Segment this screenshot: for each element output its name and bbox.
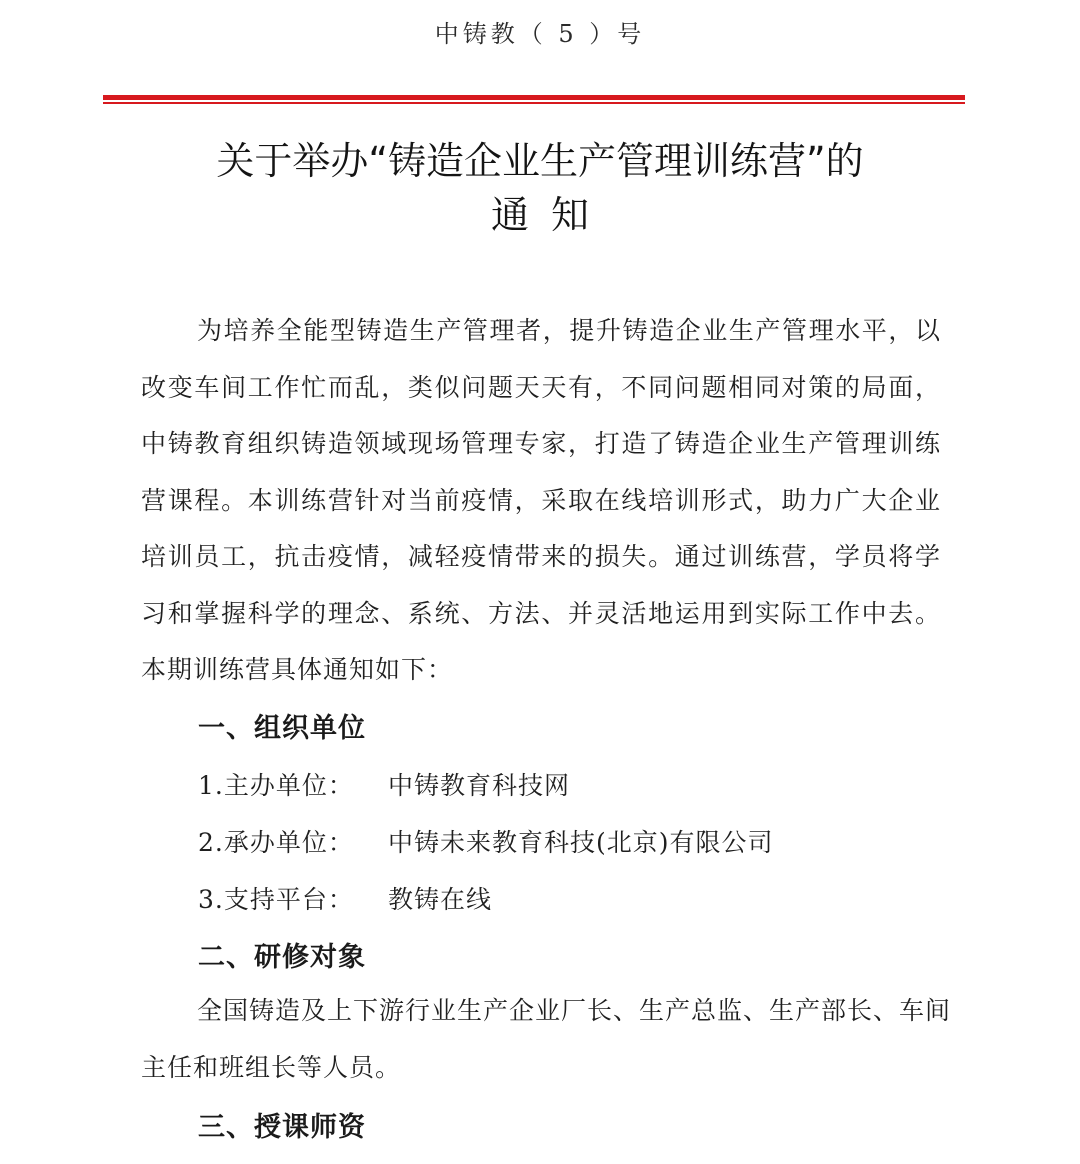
notice-title — [0, 134, 1080, 242]
audience-paragraph: 全国铸造及上下游行业生产企业厂长、生产总监、生产部长、车间主任和班组长等人员。 — [141, 996, 952, 1082]
document-number: 中铸教（ 5 ）号 — [434, 20, 646, 48]
red-header-rule-thin — [103, 102, 965, 104]
section-heading-organization: 一、组织单位 — [198, 713, 366, 744]
red-header-rule — [103, 95, 965, 100]
platform-row — [198, 880, 492, 916]
intro-paragraph: 为培养全能型铸造生产管理者，提升铸造企业生产管理水平，以改变车间工作忙而乱，类似问题天天有，不同问题相同对策的局面，中铸教育组织铸造领域现场管理专家，打造了铸造企业生产管理训练营课程。本训练营针对当前疫情，采取在线培训形式，助力广大企业培训员工，抗击疫情，减轻疫情带来的损失。通过训练营，学员将学习和掌握科学的理念、系统、方法、并灵活地运用到实际工作中去。本期训练营具体通知如下： — [141, 316, 941, 684]
undertaker-value: 中铸未来教育科技(北京)有限公司 — [388, 828, 774, 857]
platform-label: 3.支持平台： — [198, 885, 354, 914]
title-line-1: 关于举办“铸造企业生产管理训练营”的 — [216, 139, 864, 183]
section-heading-teachers: 三、授课师资 — [198, 1112, 366, 1143]
section-heading-audience: 二、研修对象 — [198, 942, 366, 973]
title-line-2: 通知 — [490, 193, 611, 237]
organizer-value: 中铸教育科技网 — [388, 771, 571, 800]
platform-value: 教铸在线 — [388, 885, 493, 914]
organizer-label: 1.主办单位： — [198, 771, 354, 800]
organizer-row — [198, 766, 570, 802]
undertaker-label: 2.承办单位： — [198, 828, 354, 857]
undertaker-row — [198, 823, 774, 859]
